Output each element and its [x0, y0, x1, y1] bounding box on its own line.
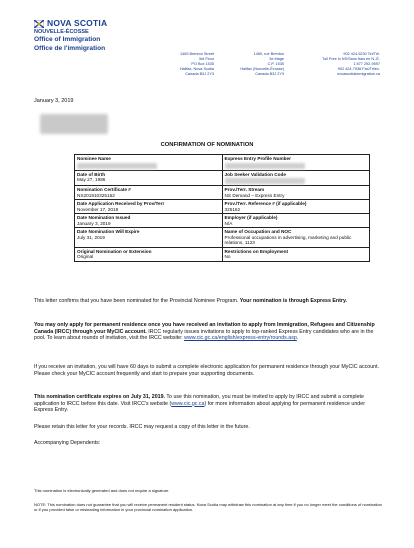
document-title: CONFIRMATION OF NOMINATION: [160, 142, 254, 148]
employer-cell: Employer (if applicable) N/A: [222, 214, 370, 228]
certificate-cell: Nomination Certificate # NS201910325162: [75, 186, 223, 200]
redacted-profile-number: [225, 163, 305, 169]
redacted-nominee-name: [77, 163, 157, 169]
saltire-flag-icon: [34, 20, 44, 28]
reference-cell: Prov./Terr. Reference # (if applicable) 325162: [222, 200, 370, 214]
restrictions-cell: Restrictions on Employment No: [222, 247, 370, 261]
nomination-details-table: [74, 154, 370, 262]
logo-french-text: NOUVELLE-ÉCOSSE: [34, 29, 89, 35]
original-extension-cell: Original Nomination or Extension Original: [75, 247, 223, 261]
occupation-cell: Name of Occupation and NOC Professional occupations in advertising, marketing and public relations, 1123: [222, 228, 370, 248]
address-english: 1469 Brenton Street 3rd Floor PO Box 1535 Halifax, Nova Scotia Canada B3J 2Y3: [179, 52, 214, 76]
paragraph-retain: Please retain this letter for your records. IRCC may request a copy of this letter in the future.: [34, 424, 250, 430]
table-row: [75, 186, 370, 200]
logo-office-en: Office of Immigration: [34, 36, 101, 43]
stream-cell: Prov./Terr. Stream NS Demand – Express Entry: [222, 186, 370, 200]
redacted-job-code: [225, 178, 305, 184]
footer-disclaimer: NOTE: This nomination does not guarantee that you will receive permanent resident status. Nova Scotia may withdraw this nomination at any time if you no longer meet the conditions of nomination or if you provided false or misleading information in your provincial nomination application.: [34, 502, 382, 512]
logo-office-fr: Office de l'immigration: [34, 45, 106, 52]
nova-scotia-logo: [34, 18, 134, 53]
table-row: [75, 247, 370, 261]
paragraph-expiry: This nomination certificate expires on July 31, 2019. To use this nomination, you must be invited to apply by IRCC and submit a complete application to IRCC before this date. Visit IRCC's website (www.cic.gc.ca) for more information about applying for permanent residence under Express Entry.: [34, 394, 365, 414]
rounds-link[interactable]: www.cic.gc.ca/english/express-entry/rounds.asp: [184, 335, 297, 342]
redacted-recipient-address: [40, 114, 108, 134]
table-row: [75, 200, 370, 214]
dob-cell: Date of Birth May 27, 1986: [75, 170, 223, 186]
received-date-cell: Date Application Received by Prov/Terr November 17, 2018: [75, 200, 223, 214]
issued-date-cell: Date Nomination Issued January 3, 2019: [75, 214, 223, 228]
address-french: 1469, rue Brenton 3e étage C.P. 1535 Halifax (Nouvelle-Écosse) Canada B3J 2Y3: [240, 52, 284, 76]
ircc-website-link[interactable]: www.cic.gc.ca: [171, 400, 205, 407]
profile-number-cell: Express Entry Profile Number: [222, 155, 370, 171]
table-row: [75, 170, 370, 186]
table-row: [75, 155, 370, 171]
letter-date: January 3, 2019: [34, 98, 74, 104]
table-row: [75, 214, 370, 228]
paragraph-dependents: Accompanying Dependents:: [34, 440, 101, 446]
contact-info: 902 424-5230 Tel/Tél. Toll Free in NS/Sans frais en N.-É. 1 877 292-9597 902 424-7936 Fax/Télec. novascotiaimmigration.ca: [322, 52, 380, 76]
nominee-name-cell: Nominee Name: [75, 155, 223, 171]
job-code-cell: Job Seeker Validation Code: [222, 170, 370, 186]
expiry-date-cell: Date Nomination Will Expire July 31, 2019: [75, 228, 223, 248]
logo-nova-text: NOVA SCOTIA: [47, 18, 108, 28]
paragraph-confirmation: This letter confirms that you have been nominated for the Provincial Nominee Program. Your nomination is through Express Entry.: [34, 298, 348, 304]
table-row: [75, 228, 370, 248]
paragraph-apply-info: You may only apply for permanent residence once you have received an invitation to apply from Immigration, Refugees and Citizenship Canada (IRCC) through your MyCIC account. IRCC regularly issues invitations to apply to top-ranked Express Entry candidates who are in the pool. To learn about rounds of invitation, visit the IRCC website: www.cic.gc.ca/english/express-entry/rounds.asp.: [34, 322, 375, 342]
footer-generated-note: This nomination is electronically generated and does not require a signature.: [34, 488, 170, 493]
paragraph-invitation: If you receive an invitation, you will have 60 days to submit a complete electronic application for permanent residence through your MyCIC account. Please check your MyCIC account frequently and start to prepare your supporting documents.: [34, 364, 380, 377]
